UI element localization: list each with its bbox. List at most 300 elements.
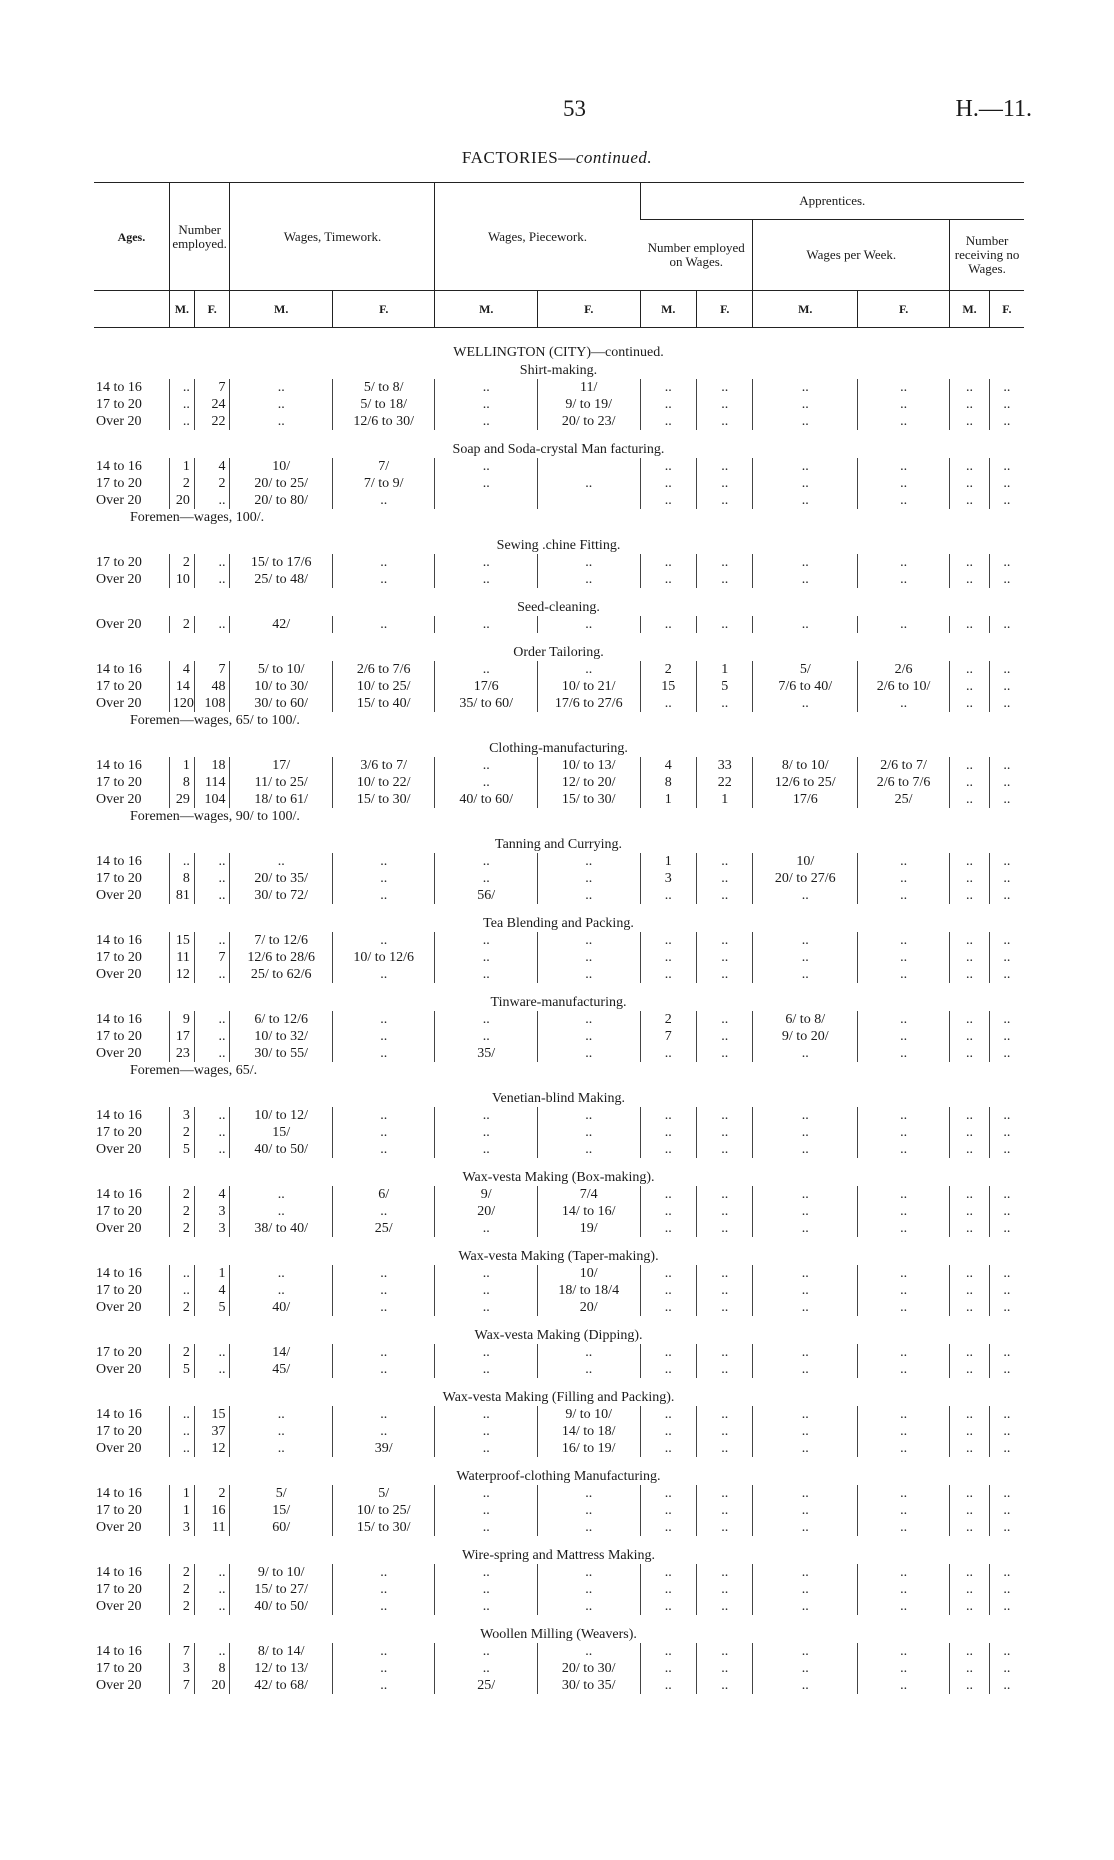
table-cell: .. [989, 1141, 1024, 1158]
table-row [94, 1406, 1024, 1423]
table-cell: .. [169, 413, 194, 430]
table-cell: 45/ [230, 1361, 333, 1378]
col-header-m: M. [169, 291, 194, 328]
table-cell: 14 [169, 678, 194, 695]
section-title: Wax-vesta Making (Filling and Packing). [442, 1390, 675, 1405]
table-cell: .. [640, 1220, 696, 1237]
age-cell: Over 20 [96, 1441, 142, 1456]
section-title: Sewing .chine Fitting. [496, 538, 621, 553]
table-cell: 33 [696, 757, 752, 774]
table-cell: .. [230, 1265, 333, 1282]
table-cell: 9/ to 20/ [753, 1028, 858, 1045]
table-cell: .. [537, 616, 640, 633]
table-cell: 114 [194, 774, 230, 791]
table-cell: .. [858, 1519, 950, 1536]
table-cell: 9/ to 10/ [230, 1564, 333, 1581]
factories-wages-table [94, 182, 1024, 1694]
age-cell: Over 20 [96, 792, 142, 807]
table-cell: 2 [169, 554, 194, 571]
table-cell: .. [194, 932, 230, 949]
table-cell: .. [169, 1282, 194, 1299]
table-cell: .. [753, 949, 858, 966]
col-header-f: F. [537, 291, 640, 328]
table-cell: .. [640, 1045, 696, 1062]
table-cell: .. [950, 1299, 990, 1316]
age-cell: 14 to 16 [96, 933, 142, 948]
table-cell: .. [989, 870, 1024, 887]
table-cell: 5 [696, 678, 752, 695]
table-cell: .. [950, 1423, 990, 1440]
table-cell: .. [332, 1598, 435, 1615]
table-cell: .. [435, 757, 538, 774]
table-cell: .. [989, 1643, 1024, 1660]
table-cell: .. [858, 1485, 950, 1502]
table-cell: 56/ [435, 887, 538, 904]
table-cell: .. [696, 1028, 752, 1045]
age-cell: 17 to 20 [96, 555, 142, 570]
table-row [94, 661, 1024, 678]
table-cell: .. [753, 492, 858, 509]
table-cell: .. [989, 1519, 1024, 1536]
table-cell: .. [194, 887, 230, 904]
age-cell: 17 to 20 [96, 397, 142, 412]
table-cell: .. [753, 1502, 858, 1519]
table-cell: 3/6 to 7/ [332, 757, 435, 774]
table-cell: .. [950, 695, 990, 712]
section-title: Tinware-manufacturing. [490, 995, 627, 1010]
foremen-wages-note: Foremen—wages, 100/. [130, 510, 265, 525]
table-cell: .. [950, 1107, 990, 1124]
table-cell: .. [696, 1406, 752, 1423]
table-cell: .. [640, 1107, 696, 1124]
table-cell: 2 [169, 1581, 194, 1598]
table-cell: .. [950, 949, 990, 966]
table-cell: .. [640, 1406, 696, 1423]
table-cell: 108 [194, 695, 230, 712]
table-cell: 2 [194, 1485, 230, 1502]
age-cell: Over 20 [96, 1520, 142, 1535]
table-cell: 5 [169, 1361, 194, 1378]
table-cell: 30/ to 55/ [230, 1045, 333, 1062]
table-cell: 10/ [537, 1265, 640, 1282]
table-cell: .. [435, 1344, 538, 1361]
table-cell: .. [230, 1440, 333, 1457]
table-cell: 20/ to 30/ [537, 1660, 640, 1677]
table-cell: 2/6 to 10/ [858, 678, 950, 695]
table-cell: 2/6 to 7/6 [858, 774, 950, 791]
age-cell: 14 to 16 [96, 758, 142, 773]
table-cell: 20/ [537, 1299, 640, 1316]
table-cell: .. [194, 1344, 230, 1361]
table-cell: .. [696, 1124, 752, 1141]
table-cell: 17/6 [753, 791, 858, 808]
table-cell: 25/ [858, 791, 950, 808]
table-cell: 7/ to 9/ [332, 475, 435, 492]
age-cell: 17 to 20 [96, 1424, 142, 1439]
table-cell: .. [696, 949, 752, 966]
table-cell: 12/ to 13/ [230, 1660, 333, 1677]
table-cell: .. [435, 1011, 538, 1028]
col-header-f: F. [194, 291, 230, 328]
table-cell: 1 [169, 1502, 194, 1519]
table-cell: 20/ to 23/ [537, 413, 640, 430]
table-row [94, 966, 1024, 983]
table-cell: .. [989, 1186, 1024, 1203]
table-cell: .. [435, 1282, 538, 1299]
table-cell: .. [950, 1265, 990, 1282]
table-cell: 12/6 to 25/ [753, 774, 858, 791]
table-cell: .. [753, 1282, 858, 1299]
table-cell: .. [950, 932, 990, 949]
col-header-ages: Ages. [94, 183, 169, 291]
table-cell: 15 [640, 678, 696, 695]
table-cell: 18/ to 18/4 [537, 1282, 640, 1299]
table-cell: .. [332, 870, 435, 887]
table-cell: .. [696, 966, 752, 983]
table-cell: .. [435, 661, 538, 678]
table-cell: .. [696, 1186, 752, 1203]
table-cell: 10/ to 21/ [537, 678, 640, 695]
table-cell: .. [753, 1344, 858, 1361]
table-cell: 2 [169, 1344, 194, 1361]
table-row [94, 616, 1024, 633]
table-cell: 42/ [230, 616, 333, 633]
table-row [94, 678, 1024, 695]
table-cell: 6/ [332, 1186, 435, 1203]
table-cell: 10/ to 12/ [230, 1107, 333, 1124]
table-row [94, 1107, 1024, 1124]
table-cell: .. [950, 616, 990, 633]
table-cell: .. [950, 1677, 990, 1694]
table-row [94, 1361, 1024, 1378]
age-cell: Over 20 [96, 1142, 142, 1157]
table-cell: .. [696, 1282, 752, 1299]
table-cell: 2 [640, 1011, 696, 1028]
table-cell: 4 [194, 1186, 230, 1203]
table-cell: 6/ to 12/6 [230, 1011, 333, 1028]
age-cell: 14 to 16 [96, 1187, 142, 1202]
table-cell: .. [989, 1502, 1024, 1519]
table-cell: .. [989, 1124, 1024, 1141]
table-cell: .. [950, 413, 990, 430]
age-cell: 17 to 20 [96, 871, 142, 886]
table-cell: 15/ to 27/ [230, 1581, 333, 1598]
table-cell: .. [989, 492, 1024, 509]
table-cell: .. [753, 1406, 858, 1423]
page-number: 53 [563, 96, 586, 121]
table-cell: .. [950, 396, 990, 413]
table-cell: .. [230, 1406, 333, 1423]
table-cell: .. [989, 379, 1024, 396]
table-cell: .. [696, 458, 752, 475]
table-cell: 20/ to 25/ [230, 475, 333, 492]
table-cell: .. [696, 1564, 752, 1581]
table-cell: .. [332, 887, 435, 904]
table-cell: .. [640, 492, 696, 509]
table-row [94, 1028, 1024, 1045]
table-cell: .. [435, 1361, 538, 1378]
table-row [94, 475, 1024, 492]
table-cell: .. [537, 1028, 640, 1045]
table-cell: .. [194, 1598, 230, 1615]
table-row [94, 1203, 1024, 1220]
table-cell: .. [640, 695, 696, 712]
table-cell: .. [230, 1203, 333, 1220]
table-cell: .. [950, 870, 990, 887]
col-header-f: F. [696, 291, 752, 328]
col-header-apprentices-no-wages: Number receiving no Wages. [950, 220, 1024, 291]
table-cell: .. [950, 1344, 990, 1361]
table-cell: .. [640, 1440, 696, 1457]
table-cell: 2 [169, 1598, 194, 1615]
table-cell: .. [640, 616, 696, 633]
table-row [94, 1265, 1024, 1282]
age-cell: Over 20 [96, 414, 142, 429]
table-cell: 7 [640, 1028, 696, 1045]
table-cell: .. [696, 571, 752, 588]
col-header-apprentices-number: Number employed on Wages. [640, 220, 753, 291]
table-cell: 22 [194, 413, 230, 430]
table-cell: 30/ to 35/ [537, 1677, 640, 1694]
table-cell: .. [332, 1028, 435, 1045]
table-cell: .. [640, 1564, 696, 1581]
table-cell: 4 [640, 757, 696, 774]
table-cell: 1 [640, 791, 696, 808]
table-cell: .. [696, 1440, 752, 1457]
table-cell: .. [753, 1045, 858, 1062]
table-cell: .. [640, 1581, 696, 1598]
table-cell: .. [230, 1423, 333, 1440]
table-cell: .. [435, 475, 538, 492]
table-cell: .. [696, 853, 752, 870]
table-cell: .. [537, 1141, 640, 1158]
table-cell: .. [332, 853, 435, 870]
col-header-f: F. [332, 291, 435, 328]
table-cell: 5 [169, 1141, 194, 1158]
table-cell: .. [194, 1028, 230, 1045]
table-cell: 12/6 to 30/ [332, 413, 435, 430]
table-cell: .. [858, 1406, 950, 1423]
table-cell: .. [858, 492, 950, 509]
table-cell: 9/ [435, 1186, 538, 1203]
table-cell: 17/6 to 27/6 [537, 695, 640, 712]
table-cell: .. [435, 379, 538, 396]
foremen-wages-note: Foremen—wages, 65/ to 100/. [130, 713, 300, 728]
table-cell: .. [640, 379, 696, 396]
table-cell: 30/ to 72/ [230, 887, 333, 904]
table-cell: 38/ to 40/ [230, 1220, 333, 1237]
table-cell: 8/ to 14/ [230, 1643, 333, 1660]
table-cell: .. [989, 949, 1024, 966]
table-cell: 6/ to 8/ [753, 1011, 858, 1028]
table-cell: 4 [169, 661, 194, 678]
table-cell: .. [640, 1598, 696, 1615]
table-cell: 120 [169, 695, 194, 712]
col-header-f: F. [858, 291, 950, 328]
table-cell: .. [753, 1485, 858, 1502]
table-cell: .. [858, 1045, 950, 1062]
table-cell: .. [435, 1660, 538, 1677]
table-cell: .. [194, 1011, 230, 1028]
table-cell: .. [640, 887, 696, 904]
age-cell: Over 20 [96, 1599, 142, 1614]
table-cell: .. [753, 413, 858, 430]
table-cell: .. [435, 774, 538, 791]
table-cell: 10/ to 22/ [332, 774, 435, 791]
table-row [94, 695, 1024, 712]
table-cell: 81 [169, 887, 194, 904]
table-cell: 1 [169, 458, 194, 475]
table-cell: 1 [640, 853, 696, 870]
table-cell: .. [858, 396, 950, 413]
table-cell: 14/ to 16/ [537, 1203, 640, 1220]
table-cell: .. [950, 1203, 990, 1220]
table-cell: .. [950, 1564, 990, 1581]
table-cell: .. [858, 887, 950, 904]
table-cell: .. [640, 949, 696, 966]
table-cell: 48 [194, 678, 230, 695]
table-cell: .. [435, 554, 538, 571]
table-cell: .. [753, 554, 858, 571]
table-cell: .. [858, 475, 950, 492]
table-cell: .. [753, 379, 858, 396]
table-cell: .. [950, 1045, 990, 1062]
page-title-suffix: continued. [575, 148, 653, 167]
table-cell: .. [858, 932, 950, 949]
table-cell: .. [950, 1485, 990, 1502]
table-cell: 25/ [435, 1677, 538, 1694]
table-cell: 16/ to 19/ [537, 1440, 640, 1457]
col-header-m: M. [753, 291, 858, 328]
table-cell: .. [435, 1564, 538, 1581]
table-row [94, 1124, 1024, 1141]
table-cell: .. [858, 1299, 950, 1316]
table-cell: .. [753, 616, 858, 633]
table-cell: 2/6 [858, 661, 950, 678]
table-cell: 37 [194, 1423, 230, 1440]
age-cell: 14 to 16 [96, 1012, 142, 1027]
table-cell: .. [696, 1502, 752, 1519]
table-cell: .. [858, 413, 950, 430]
table-cell: .. [332, 571, 435, 588]
table-row [94, 413, 1024, 430]
table-cell: .. [950, 1011, 990, 1028]
table-cell: .. [194, 870, 230, 887]
table-row [94, 887, 1024, 904]
section-title: Tea Blending and Packing. [483, 916, 634, 931]
table-cell: .. [753, 695, 858, 712]
table-cell: .. [858, 1598, 950, 1615]
table-cell: .. [858, 695, 950, 712]
section-title: Woollen Milling (Weavers). [480, 1627, 637, 1642]
table-cell: .. [858, 1265, 950, 1282]
age-cell: 17 to 20 [96, 1582, 142, 1597]
table-cell: .. [435, 1406, 538, 1423]
table-cell: .. [332, 1124, 435, 1141]
table-cell: .. [435, 1485, 538, 1502]
table-cell: .. [640, 1677, 696, 1694]
table-cell: 10 [169, 571, 194, 588]
table-cell: .. [537, 1107, 640, 1124]
table-cell: .. [696, 1519, 752, 1536]
table-cell: .. [950, 853, 990, 870]
age-cell: Over 20 [96, 1300, 142, 1315]
table-cell: .. [858, 853, 950, 870]
table-cell: .. [537, 1045, 640, 1062]
table-row [94, 853, 1024, 870]
table-cell: .. [989, 1660, 1024, 1677]
age-cell: 17 to 20 [96, 1204, 142, 1219]
table-cell: .. [435, 870, 538, 887]
table-cell: .. [435, 571, 538, 588]
table-row [94, 1141, 1024, 1158]
table-cell: .. [537, 1598, 640, 1615]
table-cell: 15/ [230, 1502, 333, 1519]
table-cell: .. [950, 1581, 990, 1598]
table-cell: .. [537, 966, 640, 983]
age-cell: 14 to 16 [96, 380, 142, 395]
age-cell: 17 to 20 [96, 1503, 142, 1518]
table-cell: .. [753, 1299, 858, 1316]
table-cell: 2 [169, 616, 194, 633]
table-cell: .. [858, 1220, 950, 1237]
table-cell: .. [753, 1203, 858, 1220]
table-cell: 15/ to 30/ [537, 791, 640, 808]
table-cell: .. [753, 396, 858, 413]
age-cell: 14 to 16 [96, 1565, 142, 1580]
table-row [94, 1344, 1024, 1361]
table-cell: 7/ to 12/6 [230, 932, 333, 949]
table-cell: .. [950, 791, 990, 808]
table-cell: 14/ [230, 1344, 333, 1361]
table-cell: .. [640, 1141, 696, 1158]
table-cell: 2 [169, 1564, 194, 1581]
table-cell: .. [640, 1519, 696, 1536]
table-cell: .. [989, 1265, 1024, 1282]
table-cell: 10/ to 13/ [537, 757, 640, 774]
table-row [94, 1502, 1024, 1519]
table-cell: .. [194, 492, 230, 509]
table-row [94, 1282, 1024, 1299]
table-cell: 2 [169, 1220, 194, 1237]
table-cell: .. [537, 1485, 640, 1502]
table-cell: 24 [194, 396, 230, 413]
table-cell: .. [332, 1203, 435, 1220]
table-cell: .. [640, 554, 696, 571]
table-cell: .. [989, 571, 1024, 588]
table-cell: .. [950, 1361, 990, 1378]
table-cell: .. [435, 413, 538, 430]
col-header-apprentices: Apprentices. [640, 183, 1024, 220]
table-cell: .. [640, 458, 696, 475]
table-cell: 3 [194, 1203, 230, 1220]
table-row [94, 1011, 1024, 1028]
table-cell: .. [537, 1564, 640, 1581]
table-cell: .. [696, 1361, 752, 1378]
table-cell: 5/ [230, 1485, 333, 1502]
col-header-f: F. [989, 291, 1024, 328]
table-row [94, 1299, 1024, 1316]
table-cell: .. [435, 1643, 538, 1660]
age-cell: Over 20 [96, 888, 142, 903]
table-cell: .. [950, 757, 990, 774]
table-cell: .. [950, 475, 990, 492]
col-header-blank [94, 291, 169, 328]
table-cell: 5/ [332, 1485, 435, 1502]
table-row [94, 1045, 1024, 1062]
table-cell: 18/ to 61/ [230, 791, 333, 808]
table-cell: .. [332, 1361, 435, 1378]
